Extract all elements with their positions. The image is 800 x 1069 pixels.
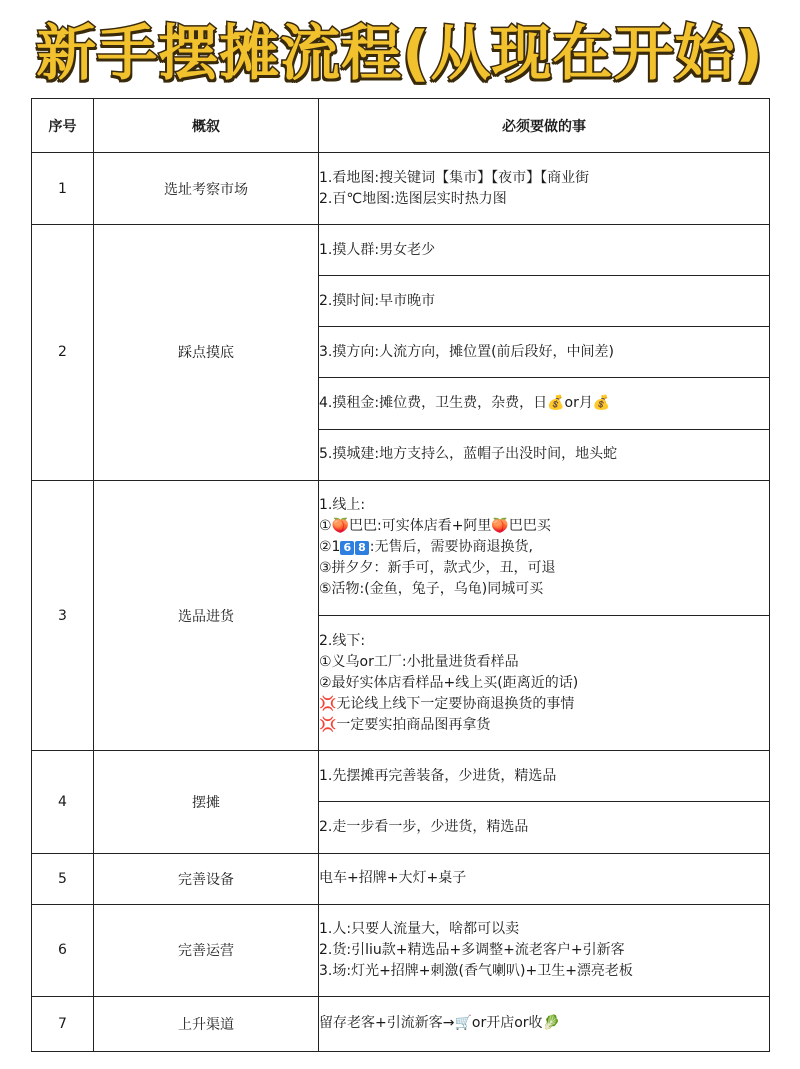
table-header-row [32, 99, 770, 153]
task-cell: 2.走一步看一步，少进货，精选品 [319, 802, 770, 853]
task-cell: 2.线下: ①义乌or工厂:小批量进货看样品 ②最好实体店看样品+线上买(距离近的话) 💢无论线上线下一定要协商退换货的事情 💢一定要实拍商品图再拿货 [319, 616, 770, 751]
task-cell: 4.摸租金:摊位费，卫生费，杂费，日💰or月💰 [319, 378, 770, 429]
row-summary: 摆摊 [94, 751, 319, 853]
row-number: 1 [32, 153, 94, 225]
header-number: 序号 [32, 99, 94, 153]
table-row [32, 153, 770, 225]
table-row [32, 904, 770, 996]
task-cell: 电车+招牌+大灯+桌子 [319, 853, 770, 904]
number-eight-icon: 8 [355, 541, 369, 555]
row-summary: 选址考察市场 [94, 153, 319, 225]
row-summary: 选品进货 [94, 480, 319, 751]
row-number: 2 [32, 225, 94, 481]
row-number: 4 [32, 751, 94, 853]
row-summary: 完善设备 [94, 853, 319, 904]
row-number: 3 [32, 480, 94, 751]
stall-process-table [31, 98, 770, 1052]
task-cell: 5.摸城建:地方支持么，蓝帽子出没时间，地头蛇 [319, 429, 770, 480]
header-summary: 概叙 [94, 99, 319, 153]
table-row [32, 853, 770, 904]
row-summary: 踩点摸底 [94, 225, 319, 481]
number-six-icon: 6 [340, 541, 354, 555]
task-cell: 1.摸人群:男女老少 [319, 225, 770, 276]
header-tasks: 必须要做的事 [319, 99, 770, 153]
task-cell: 2.摸时间:早市晚市 [319, 276, 770, 327]
row-number: 5 [32, 853, 94, 904]
task-cell: 1.人:只要人流量大，啥都可以卖 2.货:引liu款+精选品+多调整+流老客户+引新客 3.场:灯光+招牌+刺激(香气喇叭)+卫生+漂亮老板 [319, 904, 770, 996]
page-title: 新手摆摊流程(从现在开始) [36, 19, 764, 89]
task-cell: 1.线上: ①🍑巴巴:可实体店看+阿里🍑巴巴买 ②1 6 8 :无售后，需要协商退换货, ③拼夕夕：新手可，款式少，丑，可退 ⑤活物:(金鱼，兔子，乌龟)同城可买 [319, 480, 770, 615]
row-number: 6 [32, 904, 94, 996]
row-number: 7 [32, 996, 94, 1051]
table-row [32, 996, 770, 1051]
task-cell: 3.摸方向:人流方向，摊位置(前后段好，中间差) [319, 327, 770, 378]
task-cell: 留存老客+引流新客→🛒or开店or收🥬 [319, 996, 770, 1051]
row-summary: 完善运营 [94, 904, 319, 996]
row-summary: 上升渠道 [94, 996, 319, 1051]
task-cell: 1.看地图:搜关键词【集市】【夜市】【商业街 2.百℃地图:选图层实时热力图 [319, 153, 770, 225]
table-row [32, 225, 770, 276]
table-row [32, 480, 770, 615]
task-line-1688: ②1 6 8 :无售后，需要协商退换货, [319, 539, 533, 556]
task-cell: 1.先摆摊再完善装备，少进货，精选品 [319, 751, 770, 802]
table-row [32, 751, 770, 802]
